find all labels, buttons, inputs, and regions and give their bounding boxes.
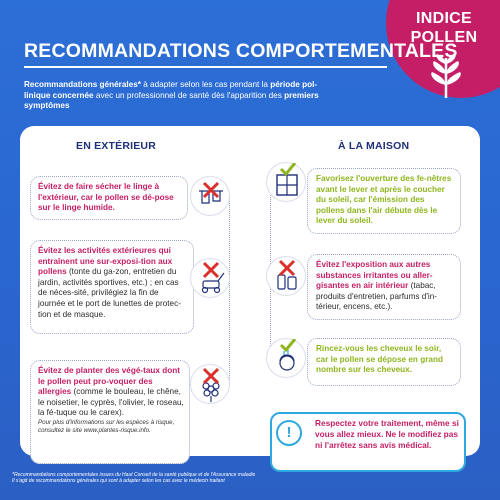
flower-icon	[190, 364, 230, 404]
title-underline	[24, 66, 387, 68]
hair-rinse-icon	[266, 338, 306, 378]
home-heading: À LA MAISON	[338, 140, 410, 152]
cleaning-products-icon	[266, 256, 306, 296]
page-title: RECOMMANDATIONS COMPORTEMENTALES	[24, 40, 458, 62]
laundry-icon	[190, 176, 230, 216]
badge-line-1: INDICE	[415, 10, 473, 27]
outdoor-recommendation: Évitez de faire sécher le linge à l'extérieur, car le pollen se dé-pose sur le linge humide.	[30, 176, 188, 220]
outdoor-recommendation: Évitez de planter des végé-taux dont le pollen peut pro-voquer des allergies (comme le bouleau, le chêne, le noisetier, le cyprès, l'olivier, le roseau, la fé-tuque ou le carex). Pour plus d'informations sur les espèces à risque, consultez le site www.plantes-risque.info.	[30, 360, 190, 464]
badge-line-2: POLLEN	[410, 29, 478, 46]
outdoor-recommendation: Évitez les activités extérieures qui entraînent une sur-exposi-tion aux pollens (tonte du ga-zon, entretien du jardin, activités sportives, etc.) ; en cas de néces-sité, privilégiez la fin de journée et le port de lunettes de protec-tion et de masque.	[30, 240, 194, 334]
lawnmower-icon	[190, 258, 230, 298]
home-recommendation: Favorisez l'ouverture des fe-nêtres avant le lever et après le coucher du soleil, car l'émission des pollens dans l'air débute dès le lever du soleil.	[307, 168, 461, 234]
outdoor-heading: EN EXTÉRIEUR	[76, 140, 156, 152]
home-recommendation: Rincez-vous les cheveux le soir, car le pollen se dépose en grand nombre sur les cheveux.	[307, 338, 461, 386]
intro-text: Recommandations générales* à adapter selon les cas pendant la période pol-linique concernée avec un professionnel de santé dès l'apparition des premiers symptômes	[24, 80, 319, 110]
window-icon	[266, 162, 306, 202]
treatment-alert-text: Respectez votre traitement, même si vous allez mieux. Ne le modifiez pas ni l'arrêtez sans avis médical.	[315, 418, 459, 450]
footnote: *Recommandations comportementales issues du Haut Conseil de la santé publique et de l'Assurance maladie Il s'agit de recommandations générales qui sont à adapter selon les cas avec le médecin traitant	[12, 472, 256, 485]
exclamation-icon: !	[276, 420, 302, 446]
home-recommendation: Évitez l'exposition aux autres substances irritantes ou aller-gisantes en air intérieur (tabac, produits d'entretien, parfums d'in-térieur, encens, etc.).	[307, 254, 461, 320]
info-note: Pour plus d'informations sur les espèces à risque, consultez le site www.plantes-risque.info.	[38, 418, 175, 434]
